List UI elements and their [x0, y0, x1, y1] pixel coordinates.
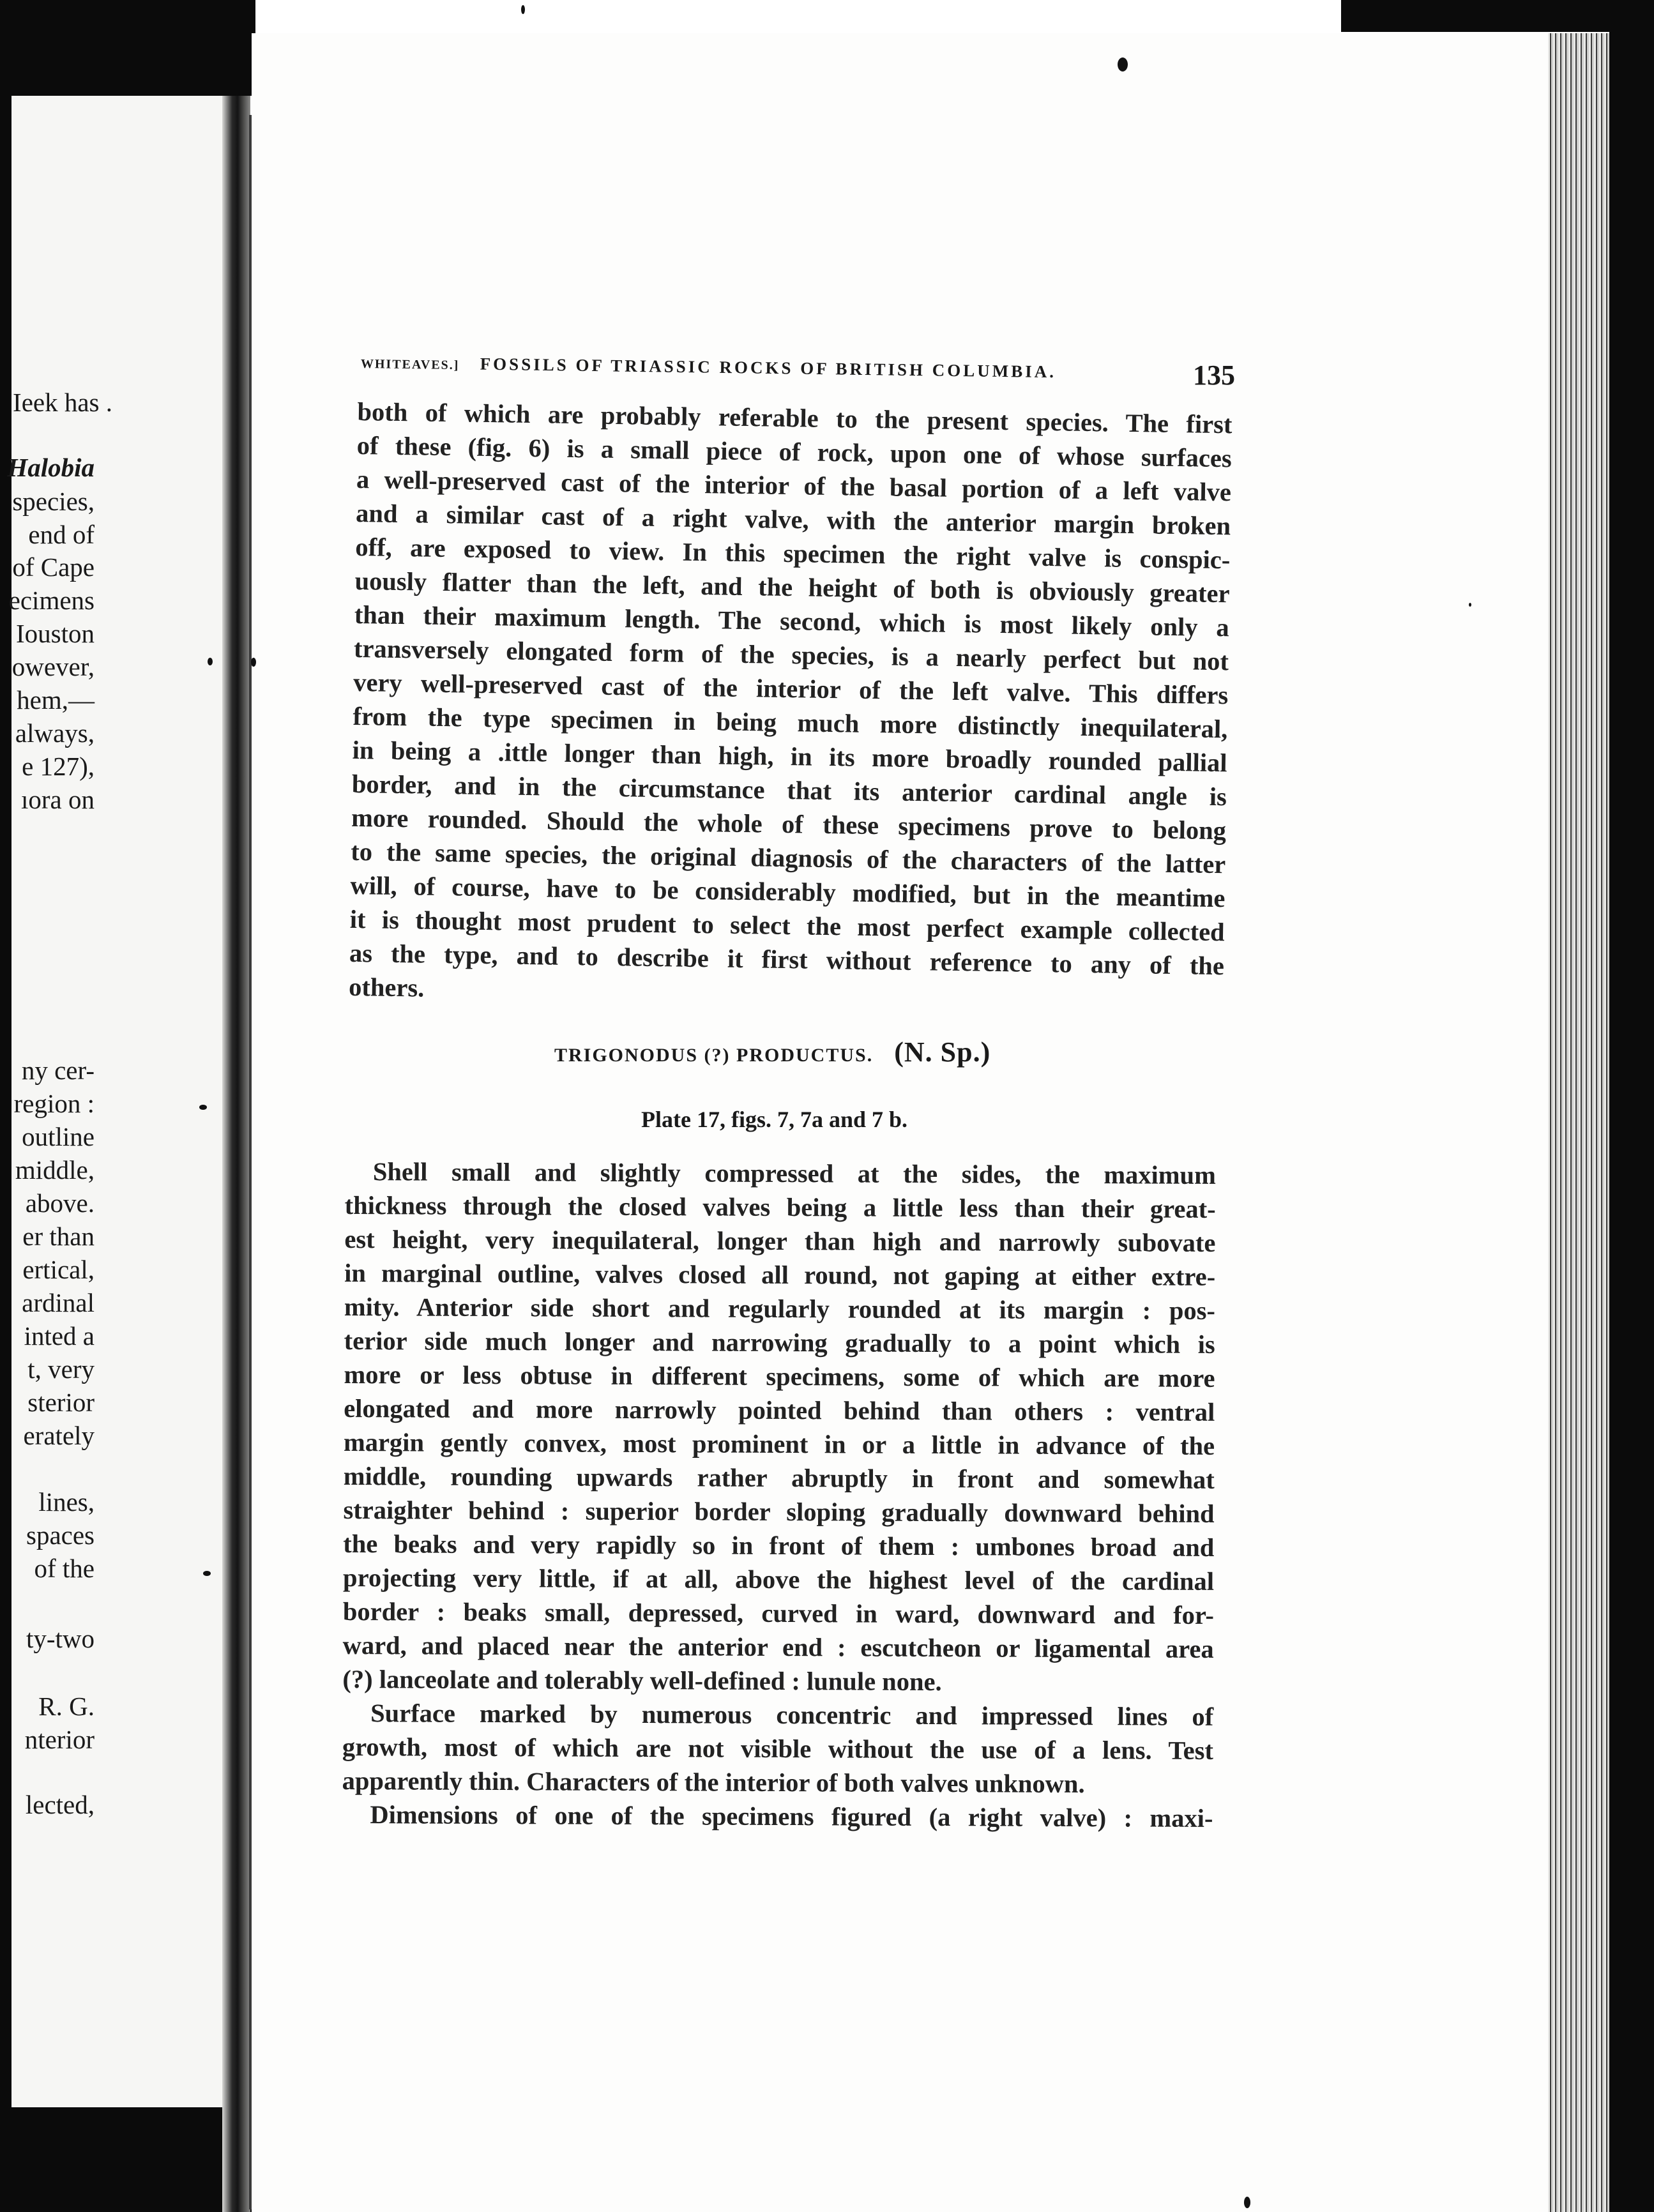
left-fragment-line: spaces: [26, 1520, 95, 1550]
text-line: thickness through the closed valves being a little less than their great-: [344, 1190, 1216, 1223]
left-fragment-line: ertical,: [22, 1255, 95, 1284]
left-fragment-line: e 127),: [22, 752, 95, 781]
text-line: to the same species, the original diagnosis of the characters of the latter: [351, 837, 1226, 879]
plate-reference: Plate 17, figs. 7, 7a and 7 b.: [641, 1107, 908, 1132]
left-fragment-line: of Cape: [12, 552, 95, 582]
left-fragment-line: Ieek has .: [13, 388, 112, 417]
left-fragment-line: hem,—: [17, 685, 95, 715]
text-line: ward, and placed near the anterior end : escutcheon or ligamental area: [342, 1630, 1214, 1663]
left-fragment-line: inted a: [24, 1321, 95, 1351]
left-fragment-line: er than: [22, 1222, 95, 1251]
text-line: it is thought most prudent to select the most perfect example collected: [349, 904, 1225, 947]
left-fragment-line: nterior: [24, 1725, 95, 1754]
text-line: border : beaks small, depressed, curved in ward, downward and for-: [342, 1596, 1214, 1630]
left-fragment-line: Iouston: [16, 619, 95, 648]
text-line: will, of course, have to be considerably modified, but in the meantime: [350, 870, 1225, 913]
text-line: and a similar cast of a right valve, with the anterior margin broken: [355, 498, 1231, 541]
text-line: (?) lanceolate and tolerably well-defined : lunule none.: [342, 1664, 942, 1697]
left-fragment-line: ıora on: [21, 785, 95, 814]
species-name: TRIGONODUS (?) PRODUCTUS.: [554, 1045, 874, 1066]
text-line: Shell small and slightly compressed at the sides, the maximum: [372, 1157, 1216, 1190]
page-edges: [1548, 33, 1609, 2212]
text-line: border, and in the circumstance that its anterior cardinal angle is: [351, 769, 1227, 812]
left-fragment-line: region :: [13, 1089, 95, 1118]
left-fragment-line: ardinal: [22, 1288, 95, 1317]
left-fragment-line: owever,: [11, 652, 95, 681]
text-line: from the type specimen in being much more distinctly inequilateral,: [353, 701, 1228, 744]
running-head-title: FOSSILS OF TRIASSIC ROCKS OF BRITISH COLUMBIA.: [480, 354, 1057, 382]
left-page-fragments: [0, 0, 222, 2107]
left-fragment-line: middle,: [15, 1155, 95, 1185]
text-line: in marginal outline, valves closed all round, not gaping at either extre-: [344, 1258, 1216, 1291]
text-line: est height, very inequilateral, longer than high and narrowly subovate: [344, 1224, 1216, 1257]
scan-speck: [208, 658, 213, 665]
text-line: Surface marked by numerous concentric and impressed lines of: [370, 1699, 1214, 1731]
scan-speck: [521, 5, 525, 14]
book-gutter: [222, 96, 250, 2212]
left-fragment-line: sterior: [27, 1388, 95, 1417]
species-heading: [554, 1036, 990, 1068]
text-line: very well-preserved cast of the interior of the left valve. This differs: [353, 667, 1229, 710]
running-head-author: WHITEAVES.]: [360, 357, 460, 373]
left-fragment-line: end of: [28, 520, 95, 549]
text-line: than their maximum length. The second, which is most likely only a: [354, 600, 1230, 642]
species-description: [342, 1155, 1216, 1835]
text-line: as the type, and to describe it first without reference to any of the: [349, 938, 1225, 981]
text-line: the beaks and very rapidly so in front of them : umbones broad and: [343, 1529, 1215, 1562]
text-line: Dimensions of one of the specimens figured (a right valve) : maxi-: [370, 1800, 1213, 1833]
scan-speck: [1244, 2197, 1250, 2208]
text-line: mity. Anterior side short and regularly rounded at its margin : pos-: [344, 1292, 1216, 1325]
scanner-background: [1609, 0, 1654, 2212]
text-line: middle, rounding upwards rather abruptly in front and somewhat: [343, 1461, 1215, 1494]
text-line: projecting very little, if at all, above the highest level of the cardinal: [343, 1563, 1215, 1596]
left-fragment-line: Halobia: [7, 453, 95, 482]
text-line: of these (fig. 6) is a small piece of rock, upon one of whose surfaces: [356, 430, 1233, 473]
text-line: growth, most of which are not visible without the use of a lens. Test: [342, 1732, 1214, 1765]
text-line: more or less obtuse in different specimens, some of which are more: [344, 1360, 1215, 1393]
text-line: in being a .ittle longer than high, in its more broadly rounded pallial: [352, 735, 1227, 778]
text-line: more rounded. Should the whole of these specimens prove to belong: [351, 803, 1227, 845]
left-fragment-line: species,: [12, 487, 95, 516]
text-line: others.: [348, 972, 425, 1003]
text-line: margin gently convex, most prominent in or a little in advance of the: [343, 1427, 1215, 1460]
text-line: a well-preserved cast of the interior of the basal portion of a left valve: [356, 464, 1232, 507]
text-line: transversely elongated form of the species, is a nearly perfect but not: [353, 633, 1229, 676]
left-fragment-line: R. G.: [38, 1692, 95, 1721]
text-line: elongated and more narrowly pointed behind than others : ventral: [344, 1393, 1215, 1427]
scan-speck: [1469, 603, 1471, 607]
left-fragment-line: outline: [22, 1122, 95, 1151]
text-line: terior side much longer and narrowing gradually to a point which is: [344, 1326, 1215, 1359]
left-fragment-line: ecimens: [8, 586, 95, 615]
text-line: straighter behind : superior border sloping gradually downward behind: [343, 1495, 1215, 1528]
scan-speck: [1118, 57, 1128, 72]
scan-speck: [199, 1105, 207, 1110]
new-species-marker: (N. Sp.): [894, 1036, 991, 1068]
text-line: off, are exposed to view. In this specimen the right valve is conspic-: [355, 532, 1231, 575]
text-line: both of which are probably referable to the present species. The first: [357, 397, 1233, 439]
left-fragment-line: lected,: [25, 1790, 95, 1819]
left-fragment-line: erately: [23, 1421, 95, 1450]
left-fragment-line: ny cer-: [21, 1056, 95, 1085]
left-fragment-line: of the: [34, 1554, 95, 1583]
page-number: 135: [1193, 360, 1235, 391]
text-line: uously flatter than the left, and the height of both is obviously greater: [354, 566, 1230, 609]
left-fragment-line: above.: [25, 1188, 95, 1218]
scanner-background: [0, 2107, 255, 2212]
scan-speck: [251, 658, 256, 667]
scan-speck: [203, 1571, 211, 1576]
text-line: apparently thin. Characters of the interior of both valves unknown.: [342, 1766, 1085, 1799]
left-fragment-line: t, very: [27, 1354, 95, 1384]
left-fragment-line: ty-two: [26, 1624, 95, 1653]
paragraph-continued: [349, 395, 1233, 1017]
left-fragment-line: always,: [15, 718, 95, 748]
scanner-background: [1341, 0, 1654, 32]
left-fragment-line: lines,: [38, 1487, 95, 1517]
